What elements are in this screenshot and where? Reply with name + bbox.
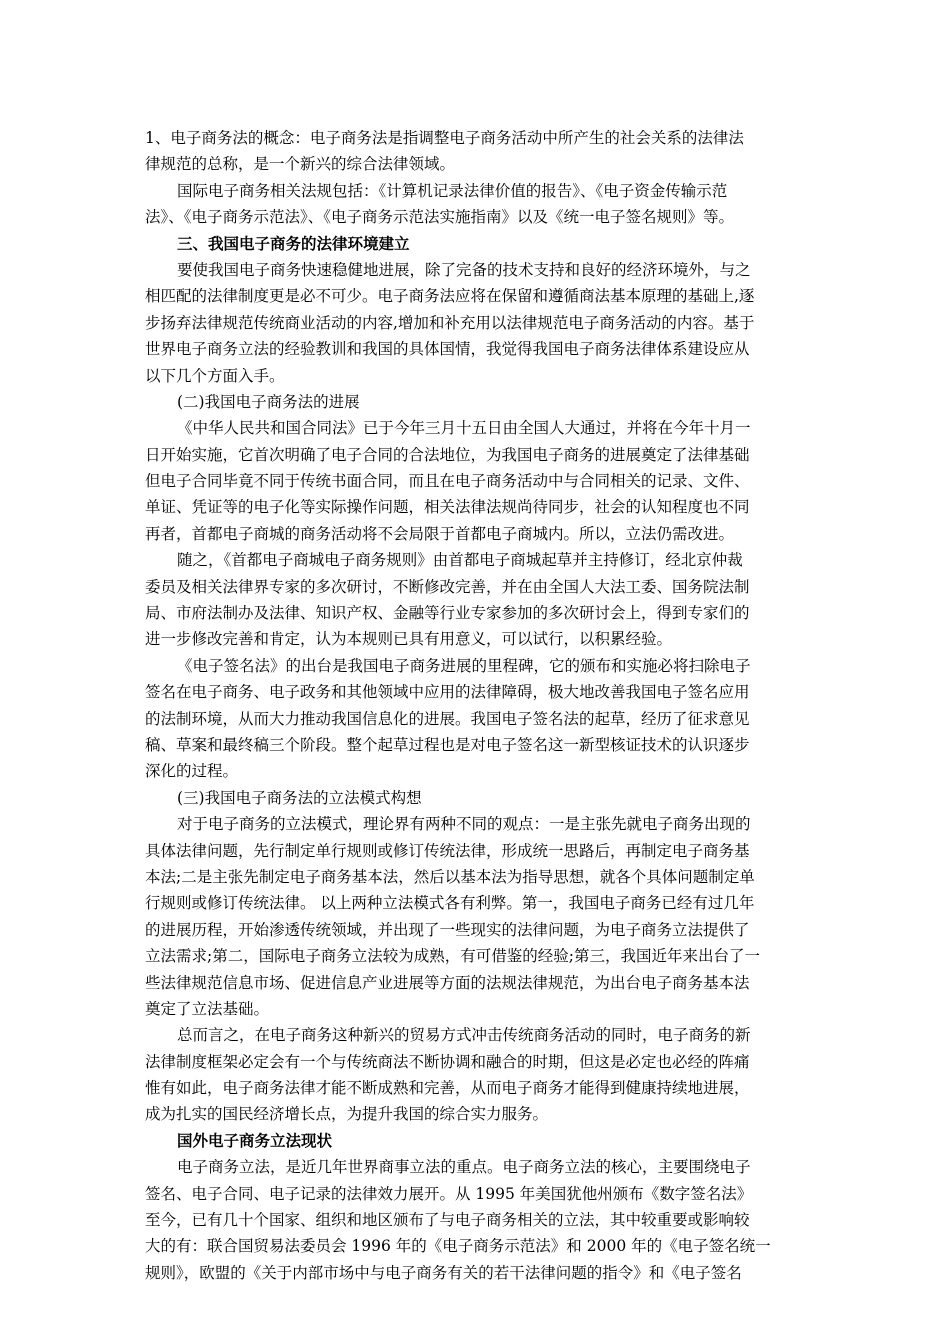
text-line: 单证、凭证等的电子化等实际操作问题，相关法律法规尚待同步，社会的认知程度也不同	[145, 498, 750, 517]
text-line: 签名在电子商务、电子政务和其他领域中应用的法律障碍，极大地改善我国电子签名应用	[145, 683, 750, 702]
text-line: 惟有如此，电子商务法律才能不断成熟和完善，从而电子商务才能得到健康持续地进展，	[145, 1079, 750, 1098]
text-line: 行规则或修订传统法律。 以上两种立法模式各有利弊。第一，我国电子商务已经有过几年	[145, 894, 755, 913]
text-line: 奠定了立法基础。	[145, 999, 270, 1018]
text-line: 成为扎实的国民经济增长点，为提升我国的综合实力服务。	[145, 1105, 549, 1124]
text-line: 日开始实施，它首次明确了电子合同的合法地位，为我国电子商务的进展奠定了法律基础	[145, 445, 750, 464]
text-line: 《电子签名法》的出台是我国电子商务进展的里程碑，它的颁布和实施必将扫除电子	[177, 656, 751, 675]
text-line: 再者，首都电子商城的商务活动将不会局限于首都电子商城内。所以，立法仍需改进。	[145, 524, 735, 543]
text-line: (二)我国电子商务法的进展	[177, 392, 360, 411]
text-line: 签名、电子合同、电子记录的法律效力展开。从 1995 年美国犹他州颁布《数字签名法》	[145, 1184, 753, 1203]
text-line: 稿、草案和最终稿三个阶段。整个起草过程也是对电子签名这一新型核证技术的认识逐步	[145, 735, 750, 754]
text-line: 局、市府法制办及法律、知识产权、金融等行业专家参加的多次研讨会上，得到专家们的	[145, 604, 750, 623]
text-line: 1、电子商务法的概念：电子商务法是指调整电子商务活动中所产生的社会关系的法律法	[145, 129, 744, 147]
text-line: 具体法律问题，先行制定单行规则或修订传统法律，形成统一思路后，再制定电子商务基	[145, 841, 750, 860]
text-line: 以下几个方面入手。	[145, 366, 285, 385]
text-line: (三)我国电子商务法的立法模式构想	[177, 788, 422, 807]
text-line: 法》、《电子商务示范法》、《电子商务示范法实施指南》以及《统一电子签名规则》等。	[145, 208, 735, 227]
text-line: 总而言之，在电子商务这种新兴的贸易方式冲击传统商务活动的同时，电子商务的新	[177, 1026, 751, 1045]
text-line: 至今，已有几十个国家、组织和地区颁布了与电子商务相关的立法，其中较重要或影响较	[145, 1211, 750, 1230]
text-line: 的进展历程，开始渗透传统领域，并出现了一些现实的法律问题，为电子商务立法提供了	[145, 920, 750, 939]
text-line: 些法律规范信息市场、促进信息产业进展等方面的法规法律规范，为出台电子商务基本法	[145, 973, 750, 992]
text-line: 随之，《首都电子商城电子商务规则》由首都电子商城起草并主持修订，经北京仲裁	[177, 551, 743, 570]
text-line: 《中华人民共和国合同法》已于今年三月十五日由全国人大通过，并将在今年十月一	[177, 419, 751, 438]
section-heading: 三、我国电子商务的法律环境建立	[177, 233, 410, 253]
text-line: 深化的过程。	[145, 762, 239, 781]
text-line: 世界电子商务立法的经验教训和我国的具体国情，我觉得我国电子商务法律体系建设应从	[145, 340, 750, 359]
text-line: 大的有：联合国贸易法委员会 1996 年的《电子商务示范法》和 2000 年的《电子签名统一	[145, 1237, 771, 1256]
text-line: 要使我国电子商务快速稳健地进展，除了完备的技术支持和良好的经济环境外，与之	[177, 260, 751, 279]
text-line: 规则》，欧盟的《关于内部市场中与电子商务有关的若干法律问题的指令》和《电子签名	[145, 1263, 742, 1282]
text-line: 法律制度框架必定会有一个与传统商法不断协调和融合的时期，但这是必定也必经的阵痛	[145, 1052, 750, 1071]
text-line: 本法;二是主张先制定电子商务基本法，然后以基本法为指导思想，就各个具体问题制定单	[145, 867, 755, 886]
text-line: 电子商务立法，是近几年世界商事立法的重点。电子商务立法的核心，主要围绕电子	[177, 1158, 751, 1177]
document-body	[145, 125, 805, 1286]
text-line: 进一步修改完善和肯定，认为本规则已具有用意义，可以试行，以积累经验。	[145, 630, 673, 649]
text-line: 立法需求;第二，国际电子商务立法较为成熟，有可借鉴的经验;第三，我国近年来出台了一	[145, 947, 760, 966]
text-line: 但电子合同毕竟不同于传统书面合同，而且在电子商务活动中与合同相关的记录、文件、	[145, 472, 750, 491]
text-line: 委员及相关法律界专家的多次研讨，不断修改完善，并在由全国人大法工委、国务院法制	[145, 577, 750, 596]
text-line: 国际电子商务相关法规包括：《计算机记录法律价值的报告》、《电子资金传输示范	[177, 181, 728, 200]
text-line: 步扬弃法律规范传统商业活动的内容,增加和补充用以法律规范电子商务活动的内容。基于	[145, 313, 755, 332]
section-heading: 国外电子商务立法现状	[177, 1130, 333, 1150]
text-line: 的法制环境，从而大力推动我国信息化的进展。我国电子签名法的起草，经历了征求意见	[145, 709, 750, 728]
text-line: 对于电子商务的立法模式，理论界有两种不同的观点：一是主张先就电子商务出现的	[177, 815, 751, 834]
text-line: 律规范的总称，是一个新兴的综合法律领域。	[145, 155, 456, 174]
text-line: 相匹配的法律制度更是必不可少。电子商务法应将在保留和遵循商法基本原理的基础上,逐	[145, 287, 755, 306]
